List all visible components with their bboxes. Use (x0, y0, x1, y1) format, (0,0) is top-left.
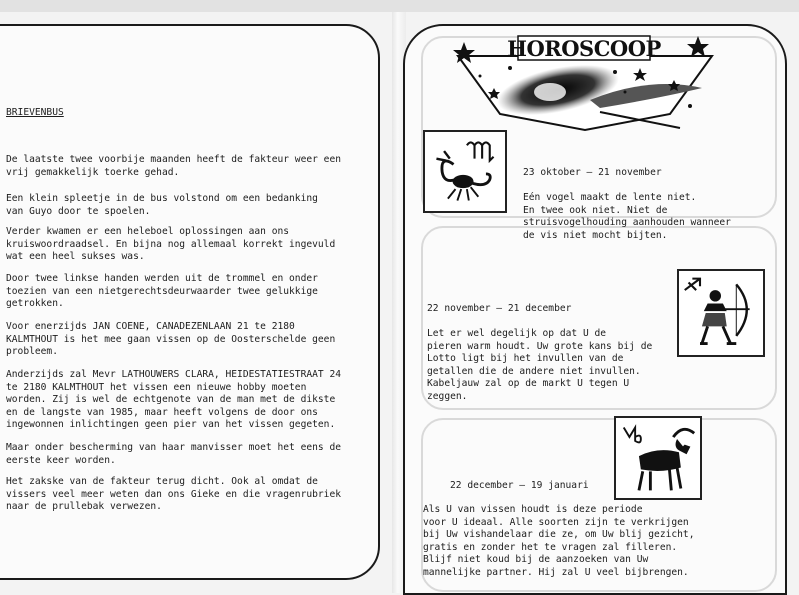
sign-date: 22 december – 19 januari (450, 480, 589, 491)
paragraph: Maar onder bescherming van haar manvisser moet het eens de eerste keer worden. (6, 442, 342, 466)
capricorn-box (614, 416, 702, 500)
sign-date: 23 oktober – 21 november (523, 167, 662, 178)
paragraph: Door twee linkse handen werden uit de trommel en onder toezien van een nietgerechtsdeurwaarder twee gelukkige getrokken. (6, 273, 318, 310)
sagittarius-box (677, 269, 765, 357)
paragraph: Anderzijds zal Mevr LATHOUWERS CLARA, HEIDESTATIESTRAAT 24 te 2180 KALMTHOUT het vissen een nieuwe hobby moeten worden. Zij is wel de echtgenote van de man met de dikste en de langste van 1985, maar heeft volgens de door ons ingewonnen inlichtingen geen pier van het vissen gegeten. (6, 369, 342, 431)
paragraph: De laatste twee voorbije maanden heeft de fakteur weer een vrij gemakkelijk toerke gehad. (6, 154, 342, 178)
paragraph: Voor enerzijds JAN COENE, CANADEZENLAAN 21 te 2180 KALMTHOUT is het mee gaan vissen op de Oosterschelde geen probleem. (6, 321, 336, 358)
sign-date: 22 november – 21 december (427, 303, 572, 314)
sagittarius-icon (679, 271, 763, 355)
capricorn-icon (616, 418, 700, 498)
sign-text: Als U van vissen houdt is deze periode voor U ideaal. Alle soorten zijn te verkrijgen bij Uw vishandelaar die ze, om Uw blij gezicht, gratis en zonder het te vragen zal filleren. Blijf niet koud bij de aanzoeken van Uw mannelijke partner. Hij zal U veel bijbrengen. (423, 504, 695, 578)
paragraph: Verder kwamen er een heleboel oplossingen aan ons kruiswoordraadsel. En bijna nog allemaal korrekt ingevuld wat een heel sukses was. (6, 226, 336, 263)
page-heading: BRIEVENBUS (6, 107, 64, 118)
sign-text: Eén vogel maakt de lente niet. En twee ook niet. Niet de struisvogelhouding aanhouden wanneer de vis niet mocht bijten. (523, 192, 731, 241)
horoscope-header-art (440, 28, 730, 136)
top-edge (0, 0, 799, 12)
header-title: HOROSCOOP (507, 36, 661, 61)
paragraph: Een klein spleetje in de bus volstond om een bedanking van Guyo door te spoelen. (6, 193, 318, 217)
paragraph: Het zakske van de fakteur terug dicht. Ook al omdat de vissers veel meer weten dan ons Gieke en die vragenrubriek naar de prullebak verwezen. (6, 476, 342, 513)
sign-text: Let er wel degelijk op dat U de pieren warm houdt. Uw grote kans bij de Lotto ligt bij het invullen van de getallen die de andere niet invullen. Kabeljauw zal op de markt U tegen U zeggen. (427, 328, 653, 402)
scorpio-icon (425, 132, 505, 211)
scorpio-box (423, 130, 507, 213)
